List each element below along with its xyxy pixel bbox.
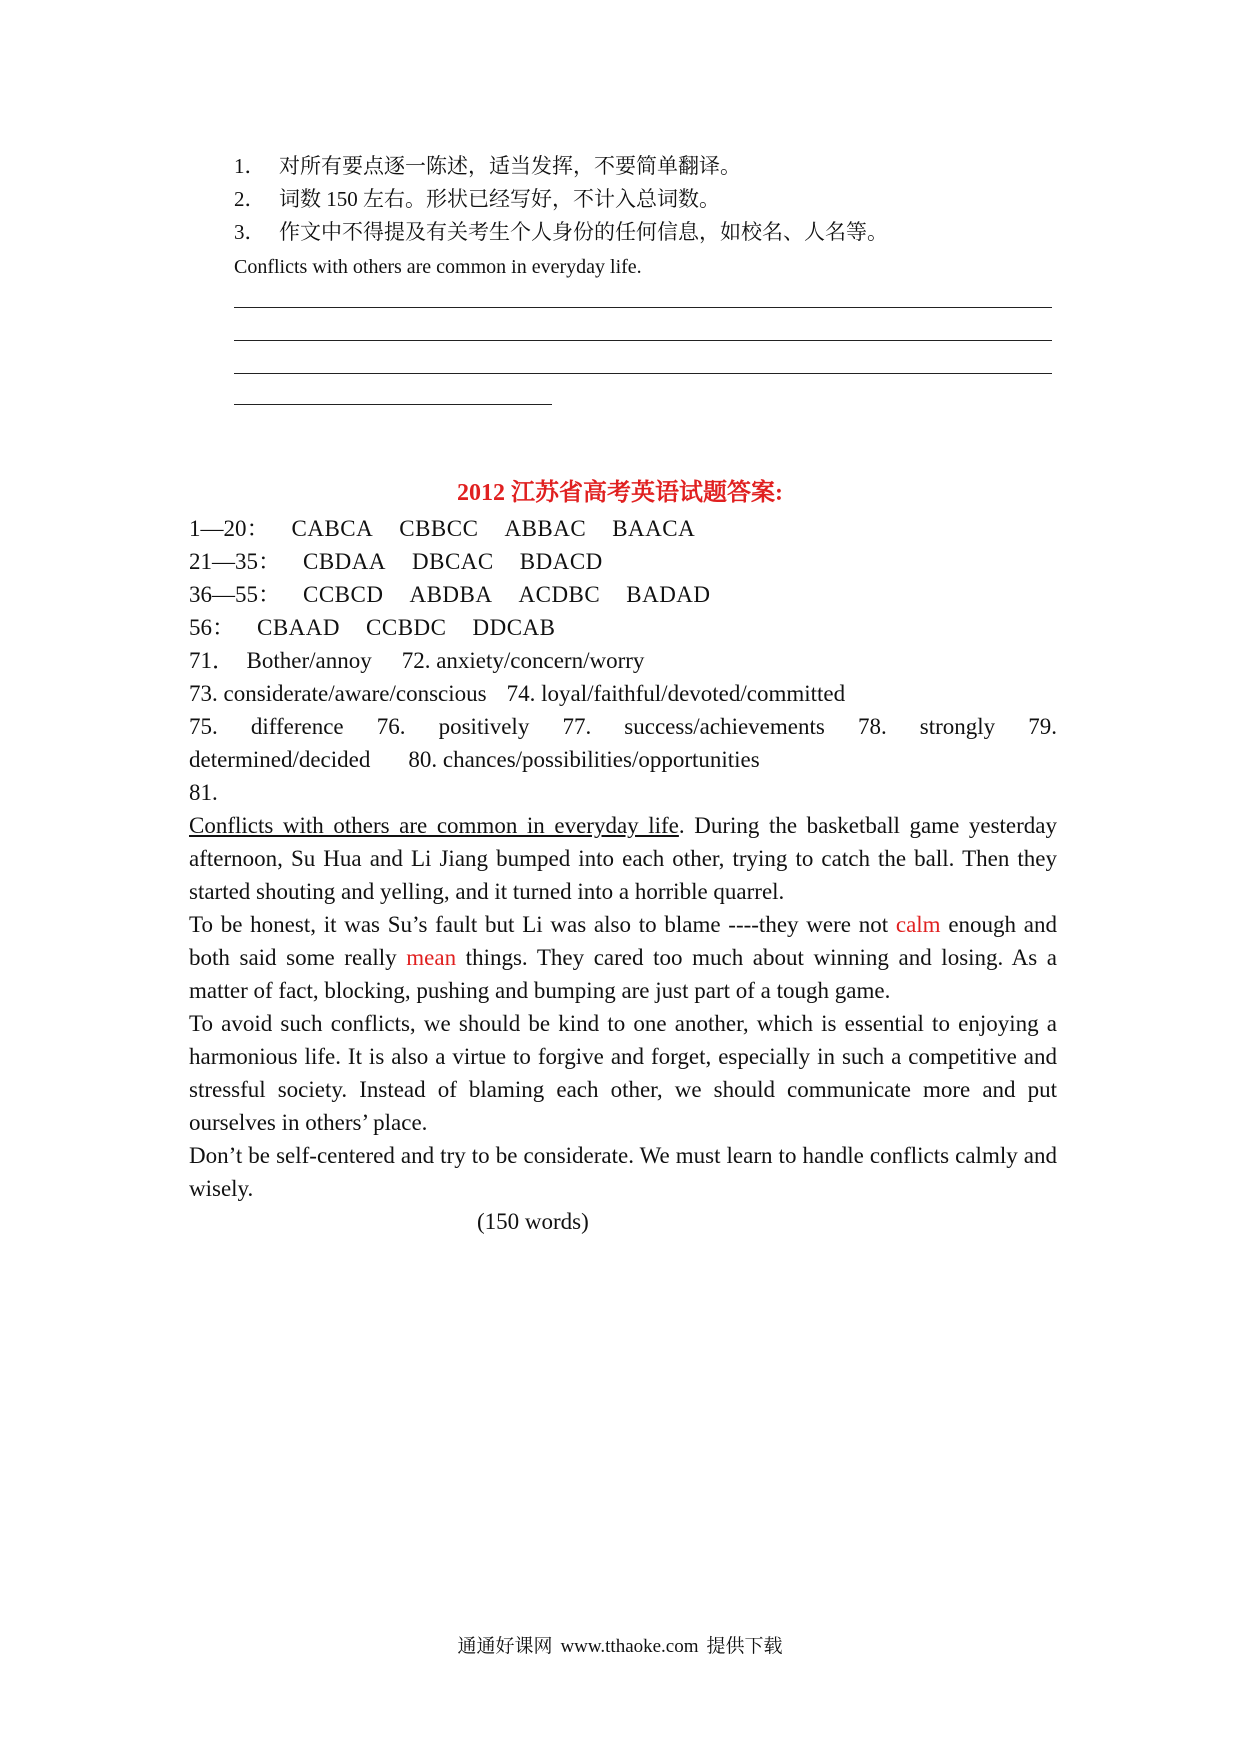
footer-suffix: 提供下载 — [706, 1636, 783, 1657]
word-answer: 80. chances/possibilities/opportunities — [408, 747, 760, 772]
requirement-text: 作文中不得提及有关考生个人身份的任何信息，如校名、人名等。 — [279, 220, 888, 244]
footer-site-name: 通通好课网 — [457, 1636, 553, 1657]
requirement-number: 1． — [234, 154, 266, 178]
choice-answer-row — [189, 611, 1057, 644]
answer-group: ABDBA — [409, 582, 493, 607]
answer-group: ABBAC — [504, 516, 587, 541]
word-answer: 74. loyal/faithful/devoted/committed — [506, 681, 846, 706]
answer-range-label: 56： — [189, 615, 235, 640]
answers-section — [189, 512, 1057, 1238]
essay-question-number: 81. — [189, 780, 218, 805]
word-answer-row — [189, 743, 1057, 776]
requirements-list — [234, 150, 1054, 249]
essay-text: enough and both said some really — [189, 912, 1058, 970]
answer-group: CCBDC — [366, 615, 447, 640]
answer-range-label: 1—20： — [189, 516, 270, 541]
answer-group: CBAAD — [257, 615, 341, 640]
writing-line — [234, 373, 1052, 374]
writing-line — [234, 307, 1052, 308]
word-answer-row — [189, 776, 1057, 809]
essay-text: To avoid such conflicts, we should be kind to one another, which is essential to enjoying a harmonious life. It is also a virtue to forgive and forget, especially in such a competitive and stressful society. Instead of blaming each other, we should communicate more and put ourselves in others’ place. — [189, 1011, 1057, 1135]
answer-group: BDACD — [519, 549, 603, 574]
essay-opening-sentence: Conflicts with others are common in everyday life — [189, 813, 679, 838]
choice-answer-row — [189, 512, 1057, 545]
choice-answer-row — [189, 578, 1057, 611]
essay-paragraph — [189, 1007, 1057, 1139]
requirement-number: 2． — [234, 187, 266, 211]
requirement-text: 词数 150 左右。形状已经写好，不计入总词数。 — [279, 187, 720, 211]
prompt-sentence: Conflicts with others are common in everyday life. — [234, 256, 642, 278]
word-answer: 71． Bother/annoy — [189, 648, 372, 673]
essay-word-count: (150 words) — [477, 1209, 589, 1234]
answer-group: CBBCC — [399, 516, 479, 541]
requirement-item — [234, 183, 1054, 216]
writing-line-short — [234, 404, 552, 405]
essay-highlight-word: calm — [895, 912, 941, 937]
word-answer: 79. — [1028, 714, 1058, 739]
writing-line — [234, 340, 1052, 341]
answer-range-label: 36—55： — [189, 582, 281, 607]
word-answer-row — [189, 644, 1057, 677]
word-answer: 72. anxiety/concern/worry — [401, 648, 645, 673]
answer-group: CCBCD — [303, 582, 384, 607]
answer-group: BADAD — [626, 582, 711, 607]
essay-text: . During the basketball game yesterday afternoon, Su Hua and Li Jiang bumped into each other, trying to catch the ball. Then they started shouting and yelling, and it turned into a horrible quarrel. — [189, 813, 1057, 904]
word-answer-row — [189, 677, 1057, 710]
answer-group: DDCAB — [472, 615, 556, 640]
answer-group: CABCA — [291, 516, 374, 541]
requirement-item — [234, 150, 1054, 183]
requirement-number: 3． — [234, 220, 266, 244]
word-answer: 76. positively — [376, 714, 530, 739]
essay-paragraph — [189, 908, 1057, 1007]
word-answer: determined/decided — [189, 747, 371, 772]
word-answer: 78. strongly — [857, 714, 996, 739]
requirement-item — [234, 216, 1054, 249]
requirement-text: 对所有要点逐一陈述，适当发挥，不要简单翻译。 — [279, 154, 741, 178]
word-answer: 77. success/achievements — [562, 714, 825, 739]
essay-highlight-word: mean — [406, 945, 457, 970]
model-essay — [189, 809, 1057, 1205]
answers-title: 2012 江苏省高考英语试题答案: — [457, 480, 783, 506]
answer-group: DBCAC — [412, 549, 494, 574]
essay-text: things. They cared too much about winning and losing. As a matter of fact, blocking, pushing and bumping are just part of a tough game. — [189, 945, 1057, 1003]
answer-group: CBDAA — [303, 549, 387, 574]
essay-text: To be honest, it was Su’s fault but Li was also to blame ----they were not — [189, 912, 896, 937]
essay-paragraph — [189, 1139, 1057, 1205]
essay-text: Don’t be self-centered and try to be considerate. We must learn to handle conflicts calmly and wisely. — [189, 1143, 1057, 1201]
choice-answer-row — [189, 545, 1057, 578]
word-answer-row — [189, 710, 1057, 743]
essay-paragraph — [189, 809, 1057, 908]
answer-group: BAACA — [612, 516, 696, 541]
page-footer — [0, 1633, 1240, 1661]
word-answer: 73. considerate/aware/conscious — [189, 681, 487, 706]
answer-range-label: 21—35： — [189, 549, 281, 574]
answer-group: ACDBC — [518, 582, 601, 607]
footer-url[interactable]: www.tthaoke.com — [560, 1636, 699, 1657]
word-answer: 75. difference — [189, 714, 344, 739]
